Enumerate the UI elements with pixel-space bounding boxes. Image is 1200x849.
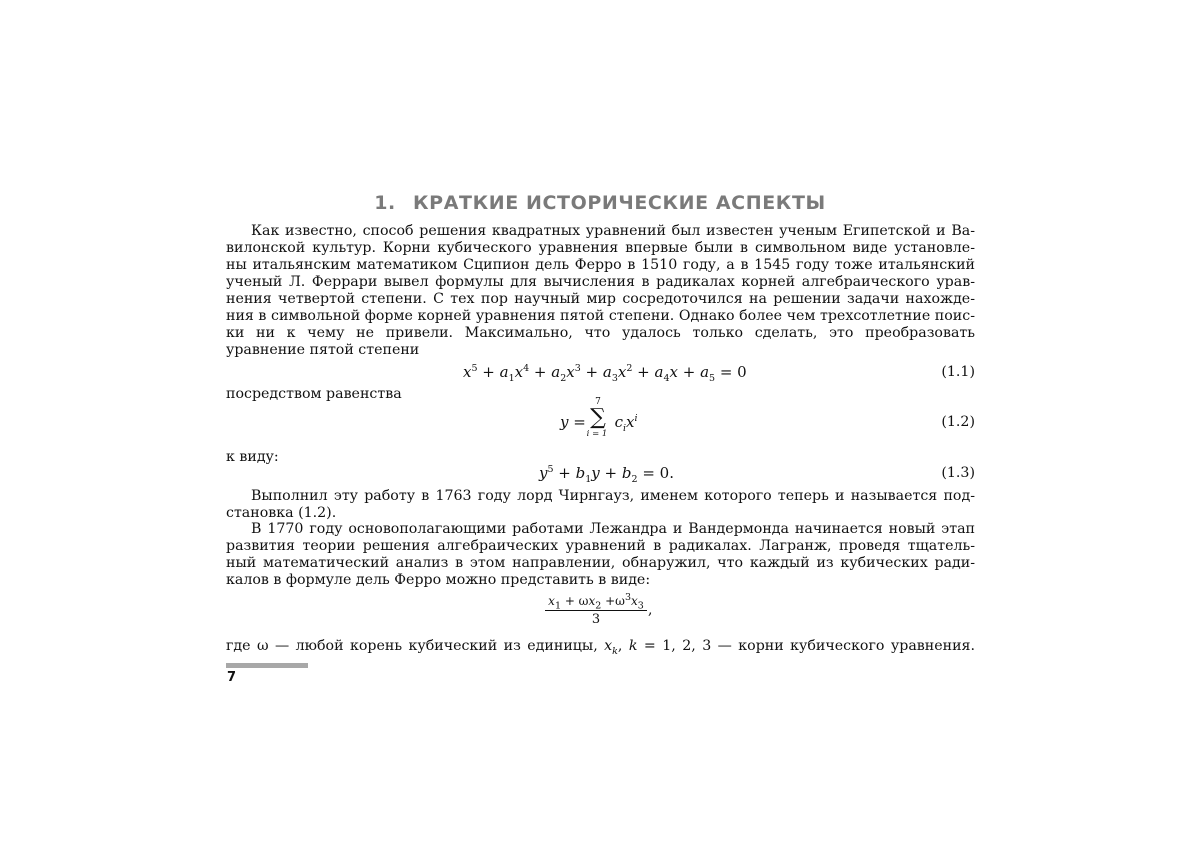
paragraph-line: ный математический анализ в этом направлении, обнаружил, что каждый из кубических ради- [226,555,975,571]
section-number: 1. [374,192,396,214]
paragraph-line: нения четвертой степени. С тех пор научный мир сосредоточился на решении задачи нахожде- [226,291,975,307]
equation-number: (1.3) [941,465,975,481]
paragraph-line: где ω — любой корень кубический из единицы, $x_k$, k = 1, 2, 3 — корни кубического уравнения. [226,638,975,657]
paragraph-line: ния в символьной форме корней уравнения пятой степени. Однако более чем трехсотлетние поис- [226,308,975,324]
fraction-numerator: $x_1 + \omega x_2 +\omega^3x_3$ [545,593,647,611]
equation-1-3: $y^5 + b_1y + b_2 = 0$. [539,464,674,485]
fraction-comma: , [648,602,653,618]
sum-lower-limit: i = 1 [586,429,608,439]
paragraph-line: становка (1.2). [226,505,337,521]
paragraph-line: ны итальянским математиком Сципион дель Ферро в 1510 году, а в 1545 году тоже итальянский [226,257,975,273]
section-heading [0,192,1200,214]
lagrange-fraction [545,593,647,628]
footer-rule [226,663,308,668]
fraction-denominator: 3 [591,612,601,627]
paragraph-line: Выполнил эту работу в 1763 году лорд Чирнгауз, именем которого теперь и называется под- [251,488,975,504]
paragraph-line: развития теории решения алгебраических уравнений в радикалах. Лагранж, проведя тщатель- [226,538,975,554]
equation-1-2: $y = c_ix^i$ [560,413,638,434]
sigma-icon: ∑ [590,405,606,430]
paragraph-line: ученый Л. Феррари вывел формулы для вычисления в радикалах корней алгебраического урав- [226,274,975,290]
summation-symbol [586,397,610,439]
page-number: 7 [227,670,237,685]
equation-1-1: $x^5 + a_1x^4 + a_2x^3 + a_3x^2 + a_4x + a_5 = 0$ [463,363,747,384]
equation-number: (1.2) [941,414,975,430]
paragraph-line: Как известно, способ решения квадратных уравнений был известен ученым Египетской и Ва- [251,223,975,239]
paragraph-line: В 1770 году основополагающими работами Лежандра и Вандермонда начинается новый этап [251,521,975,537]
paragraph-line: посредством равенства [226,386,402,402]
paragraph-line: уравнение пятой степени [226,342,420,358]
paragraph-line: ки ни к чему не привели. Максимально, что удалось только сделать, это преобразовать [226,325,975,341]
section-title: КРАТКИЕ ИСТОРИЧЕСКИЕ АСПЕКТЫ [413,192,826,214]
paragraph-line: к виду: [226,449,279,465]
equation-number: (1.1) [941,364,975,380]
paragraph-line: вилонской культур. Корни кубического уравнения впервые были в символьном виде установле- [226,240,975,256]
last-line-end: = 1, 2, 3 — корни кубического уравнения. [637,638,975,654]
paragraph-line: калов в формуле дель Ферро можно представить в виде: [226,572,651,588]
sum-upper-limit: 7 [595,397,601,407]
last-line-start: где ω — любой корень кубический из единицы, [226,638,605,654]
